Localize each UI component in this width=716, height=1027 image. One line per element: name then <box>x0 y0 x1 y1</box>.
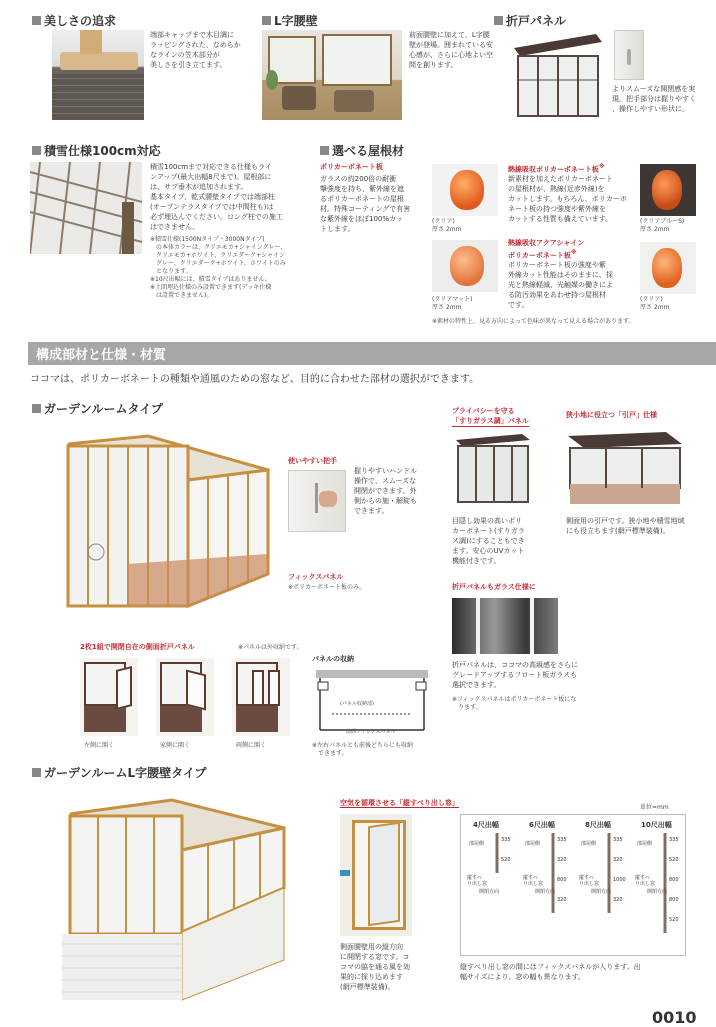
lwall-room-photo <box>62 792 292 1002</box>
window-label: り出し窓 <box>579 881 600 887</box>
snow-desc: 積雪100cmまで対応できる仕様もライ ンアップ(最大出幅8尺まで)。屋根部に は、サブ垂木が追加されます。 基本タイプ、乾式腰壁タイプでは端部柱 (オープンテラスタイプでは中間柱も)は 必ず埋込んでください。ロング柱での施工 はできません。 <box>150 163 283 231</box>
roof-pc-desc: ガラスの約200倍の耐衝 撃強度を持ち、紫外線を遮 るポリカーボネートの屋根 材。特殊コーティングで有害 な紫外線をほぼ100%カッ トします。 <box>320 175 411 233</box>
section-title-snow: 積雪仕様100cm対応 <box>32 142 161 159</box>
dim-value: 335 <box>613 837 623 843</box>
roof-sample-clearblue-cap: (クリアブルーS) 厚さ 2mm <box>640 218 685 233</box>
section-title-garden: ガーデンルームタイプ <box>32 400 163 417</box>
col-title: 10尺出幅 <box>641 821 672 829</box>
side-panel-house <box>156 658 214 736</box>
col-title: 6尺出幅 <box>529 821 555 829</box>
folding-room-illustration <box>510 30 606 120</box>
window-label: 縦すべ <box>635 875 650 881</box>
band-lead: ココマは、ポリカーボネートの種類や通風のための窓など、目的に合わせた部材の選択ができます。 <box>30 374 480 385</box>
window-label: り出し窓 <box>523 881 544 887</box>
side-panel-title: 2枚1組で開閉自在の側面折戸パネル <box>80 643 195 651</box>
roof-note: ※素材の特性上、見る方向によって色味が異なって見える場合があります。 <box>432 318 635 325</box>
dim-value: 335 <box>557 837 567 843</box>
dim-value: 320 <box>613 897 623 903</box>
side-cap-left: 左側に開く <box>84 742 115 749</box>
page-number: 0010 <box>652 1008 697 1027</box>
window-label: り出し窓 <box>635 881 656 887</box>
privacy-desc: 目隠し効果の高いポリ カーボネート(すりガラ ス調)にすることもでき ます。安心のUVカット 機能付きです。 <box>452 517 525 565</box>
section-title-roof: 選べる屋根材 <box>320 142 404 159</box>
dim-value: 800 <box>669 877 679 883</box>
room-side-label: 部屋側 <box>637 841 653 847</box>
window-photo <box>340 814 412 936</box>
lwall-desc: 前面腰壁に加えて、L字腰 壁が登場。囲まれている安 心感が、さらに心地よい空 間を創ります。 <box>409 31 493 69</box>
privacy-photo <box>452 430 534 506</box>
dim-value: 520 <box>669 857 679 863</box>
sliding-title: 狭小地に役立つ「引戸」仕様 <box>566 411 657 419</box>
window-desc: 側面腰壁用の縦方向 に開閉する窓です。コ コマの脇を通る風を効 果的に採り込めます (網戸標準装備)。 <box>340 943 410 991</box>
handle-title: 使いやすい把手 <box>288 457 337 465</box>
roof-heat-title: 熱線吸収ポリカーボネート板※ <box>508 164 605 174</box>
dim-value: 800 <box>557 877 567 883</box>
lwall-room-illustration <box>62 792 292 1002</box>
room-side-label: 部屋側 <box>469 841 485 847</box>
roof-sample-clearmat-cap: (クリアマット) 厚さ 2mm <box>432 296 473 311</box>
dim-value: 335 <box>501 837 511 843</box>
roof-heat-desc: 新素材を加えたポリカーボネート の屋根材が、熱線(近赤外線)を カットします。もちろん、ポリカーボ ネート板の持つ強度や紫外線を カットする性質も備えています。 <box>508 175 627 223</box>
roof-sample-aqua <box>640 242 696 294</box>
direction-label: 開閉方向 <box>479 889 500 895</box>
fix-panel-title: フィックスパネル <box>288 573 344 581</box>
sliding-photo <box>566 430 686 506</box>
privacy-title: プライバシーを守る 「すりガラス調」パネル <box>452 407 529 425</box>
beauty-desc: 端部キャップまで木目調に ラッピングされた、なめらか なラインの笠木部分が 美しさを引き立てます。 <box>150 31 241 69</box>
dim-value: 520 <box>669 917 679 923</box>
handle-desc: 握りやすいハンドル 操作で、スムーズな 開閉ができます。外 側からの施・解錠も できます。 <box>354 467 417 515</box>
col-title: 4尺出幅 <box>473 821 499 829</box>
section-title-folding: 折戸パネル <box>494 12 566 29</box>
side-panel-both <box>232 658 290 736</box>
room-side-label: 部屋側 <box>525 841 541 847</box>
roof-sample-clearmat <box>432 240 498 292</box>
dim-value: 520 <box>501 857 511 863</box>
beauty-photo <box>52 30 144 120</box>
garden-room-photo <box>58 424 278 614</box>
dim-value: 320 <box>613 857 623 863</box>
snow-photo <box>30 162 142 254</box>
section-band: 構成部材と仕様・材質 <box>28 342 716 365</box>
storage-title: パネルの収納 <box>312 655 354 663</box>
section-title-lwall: L字腰壁 <box>262 12 318 29</box>
glass-note: ※フィックスパネルはポリカーボネート板にな ります。 <box>452 696 577 711</box>
handle-photo <box>288 470 346 532</box>
side-cap-house: 家側に開く <box>160 742 191 749</box>
window-note: 縦すべり出し窓の間にはフィックスパネルが入ります。出 幅サイズにより、窓の幅も異なります。 <box>460 963 641 981</box>
storage-note: ※左右パネルとも前後どちらにも収納 できます。 <box>312 742 414 757</box>
direction-label: 開閉方向 <box>647 889 668 895</box>
dim-value: 335 <box>669 837 679 843</box>
window-size-svg <box>461 815 687 957</box>
window-label: り出し窓 <box>467 881 488 887</box>
window-label: 縦すべ <box>523 875 538 881</box>
window-label: 縦すべ <box>467 875 482 881</box>
glass-desc: 折戸パネルは、ココマの高級感をさらに グレードアップするフロート板ガラスも 選択できます。 <box>452 661 578 689</box>
window-title: 空気を循環させる「縦すべり出し窓」 <box>340 799 459 807</box>
col-title: 8尺出幅 <box>585 821 611 829</box>
dim-value: 320 <box>557 857 567 863</box>
dim-value: 320 <box>557 897 567 903</box>
side-panel-left <box>80 658 138 736</box>
side-cap-both: 両側に開く <box>236 742 267 749</box>
dim-value: 1000 <box>613 877 626 883</box>
roof-sample-clearblue <box>640 164 696 216</box>
snow-roof-illustration <box>30 162 142 254</box>
dim-value: 800 <box>669 897 679 903</box>
glass-photo <box>452 598 558 654</box>
section-title-lwalltype: ガーデンルームL字腰壁タイプ <box>32 764 207 781</box>
sliding-room-illustration <box>566 430 686 506</box>
glass-title: 折戸パネルもガラス仕様に <box>452 583 536 591</box>
fix-panel-note: ※ポリカーボネート板のみ。 <box>288 584 366 591</box>
folding-desc: よりスムーズな開閉感を実 現。把手部分は握りやすく 、操作しやすい形状に。 <box>612 85 696 113</box>
roof-sample-clear-cap: (クリア) 厚さ 2mm <box>432 218 462 233</box>
side-panel-note: ※パネルは外収納です。 <box>238 644 303 651</box>
unit-label: 単位=mm <box>640 804 669 811</box>
privacy-room-illustration <box>452 430 534 506</box>
sliding-desc: 側面用の引戸です。狭小地や積雪地域 にも役立ちます(網戸標準装備)。 <box>566 517 685 535</box>
window-size-diagram <box>460 814 686 956</box>
roof-aqua-title: 熱線吸収アクアシャイン ポリカーボネート板※ <box>508 239 585 260</box>
roof-pc-title: ポリカーボネート板 <box>320 163 383 171</box>
window-label: 縦すべ <box>579 875 594 881</box>
room-side-label: 部屋側 <box>581 841 597 847</box>
storage-label-panel: (パネル収納部) <box>340 701 374 707</box>
folding-photo-house <box>510 30 606 120</box>
roof-sample-aqua-cap: (クリア) 厚さ 2mm <box>640 296 670 311</box>
direction-label: 開閉方向 <box>535 889 556 895</box>
snow-notes: ※積雪仕様(1500Nタイプ・3000Nタイプ) の本体カラーは、クリエモカ+シャイングレー、 クリエモカ+ホワイト、クリエダーク+シャイン グレー、クリエダーク+ホワイト、ホワイトのみ となります。 ※10尺出幅には、積雪タイプはありません。 ※土間埋込仕様のみ設置できます(デッキ仕様 は設置できません)。 <box>150 236 287 299</box>
storage-label-front: 前面フィックスパネル <box>346 729 396 735</box>
roof-aqua-desc: ポリカーボネート板の強度や紫 外線カット性能はそのままに、採 光と熱線軽減、光触媒の働きによ る防汚効果をあわせ持つ屋根材 です。 <box>508 261 613 309</box>
direction-label: 開閉方向 <box>591 889 612 895</box>
lwall-photo <box>262 30 402 120</box>
folding-photo-handle <box>614 30 644 80</box>
section-title-beauty: 美しさの追求 <box>32 12 116 29</box>
garden-room-illustration <box>58 424 278 614</box>
roof-sample-clear <box>432 164 498 216</box>
